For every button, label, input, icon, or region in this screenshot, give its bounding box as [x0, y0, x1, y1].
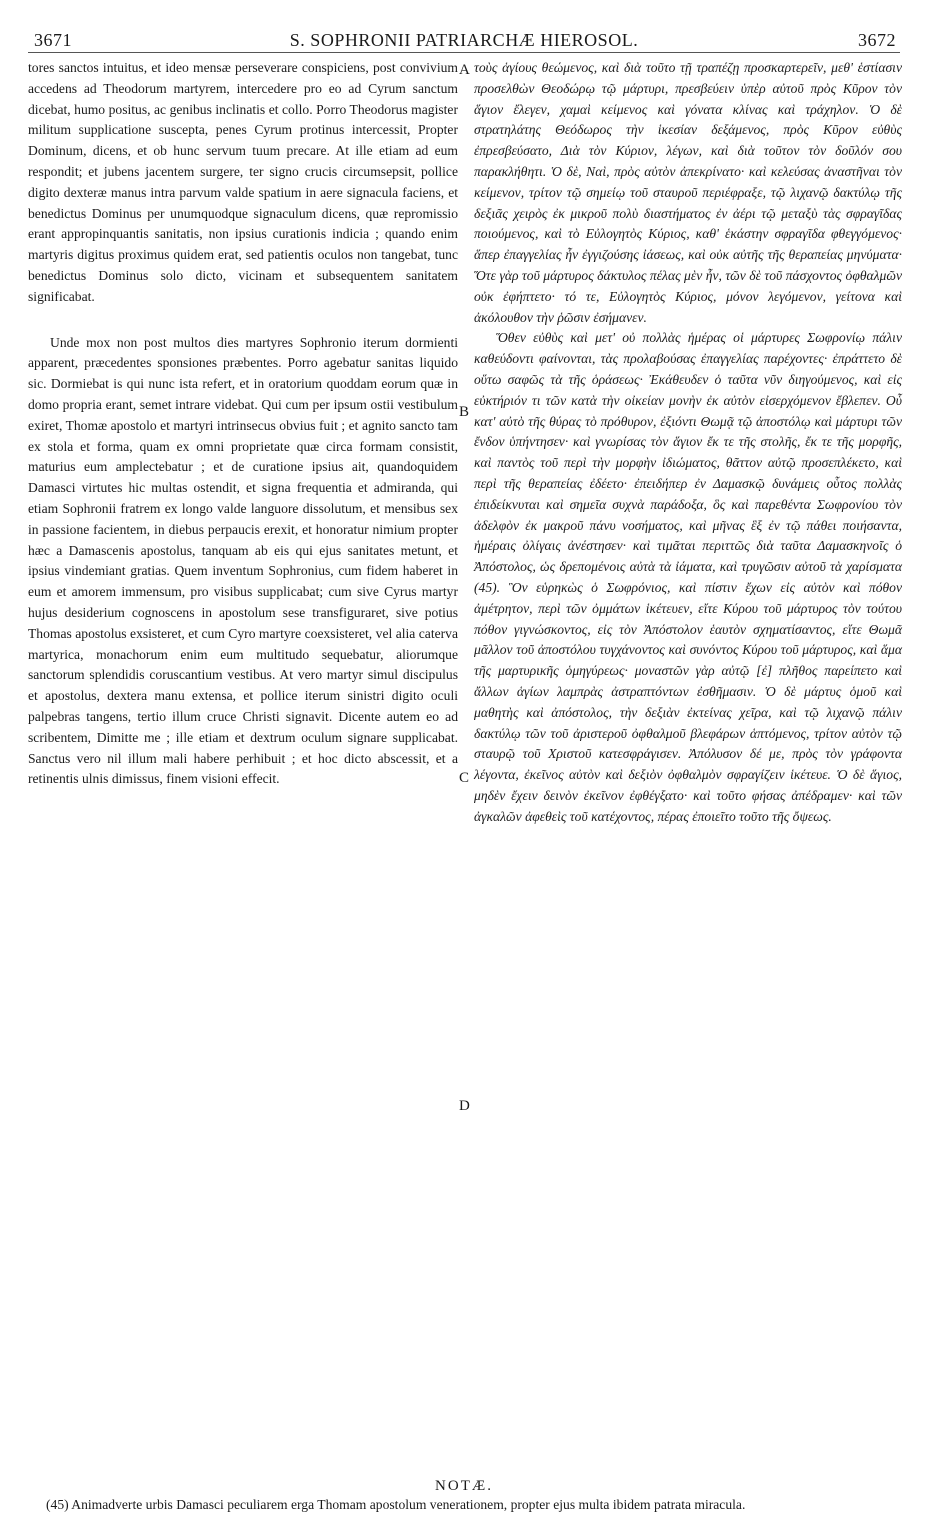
column-number-right: 3672 — [858, 30, 896, 50]
margin-marker-a: A — [459, 62, 470, 78]
margin-marker-b: B — [459, 404, 470, 420]
page-header — [28, 30, 900, 53]
notes-heading: NOTÆ. — [435, 1478, 493, 1494]
running-title: S. SOPHRONII PATRIARCHÆ HIEROSOL. — [289, 30, 639, 50]
column-number-left: 3671 — [34, 30, 72, 50]
greek-paragraph-2: Ὅθεν εὐθὺς καὶ μετ' οὐ πολλὰς ἡμέρας οἱ μάρτυρες Σωφρονίῳ πάλιν καθεύδοντι φαίνονται, τὰς προλαβούσας ἐπαγγελίας παρέχοντες· ἐπράττετο δὲ οὕτω σαφῶς τὰ τῆς ὁράσεως· Ἐκάθευδεν ὁ ταῦτα νῦν διηγούμενος, καὶ εἰς εὐκτήριόν τι τῶν κατὰ τὴν οἰκείαν μονὴν ἐκ αὐτὸν εἰσερχόμενον ἔβλεπεν. Οὗ κατ' αὐτὸ τῆς θύρας τὸ πρόθυρον, ἐξιόντι Θωμᾷ τῷ ἀποστόλῳ καὶ μάρτυρι τῶν ἔνδον ὑπήντησεν· καὶ γνωρίσας τὸν ἅγιον ἔκ τε τῆς στολῆς, ἔκ τε τῆς μορφῆς, καὶ παντὸς τοῦ περὶ τὴν μορφὴν ἰδιώματος, θᾶττον αὐτῷ προσεπλέκετο, καὶ περὶ τῆς θεραπείας ἐδέετο· ἐπειδήπερ ἐν Δαμασκῷ δυνάμεις οὗτος πολλὰς ἐπιδείκνυται καὶ σημεῖα συχνὰ παράδοξα, ὃς καὶ παρεθέντα Σωφρονίου τὸν ἀδελφὸν ἐκ μακροῦ πάνυ νοσήματος, καὶ μῆνας ἓξ ἐν τῷ πάθει ποιήσαντα, ἡμέραις ὀλίγαις ἀνέστησεν· καὶ τιμᾶται περιττῶς διὰ ταῦτα Δαμασκηνοῖς ὁ Ἀπόστολος, ὡς δρεπομένοις αὐτὰ τὰ ἰάματα, καὶ τρυγῶσιν αὐτοῦ τὰ χαρίσματα (45). Ὃν εὑρηκὼς ὁ Σωφρόνιος, καὶ πίστιν ἔχων εἰς αὐτὸν καὶ πόθον ἀμέτρητον, περὶ τῶν ὀμμάτων ἱκέτευεν, εἴτε Κύρου τοῦ μάρτυρος τὸν τούτου πόθον γιγνώσκοντος, εἰς τὸν Ἀπόστολον ἑαυτὸν σχηματίσαντος, εἴτε Θωμᾶ μᾶλλον τοῦ ἀποστόλου τυγχάνοντος καὶ συνόντος Κύρου τοῦ μάρτυρος, καὶ ἅμα τῆς μαρτυρικῆς ὁμηγύρεως· μοναστῶν γὰρ αὐτῷ [ἐ] πλῆθος παρείπετο καὶ ἄλλων ἁγίων λαμπρὰς ἀστραπτόντων ἐσθῆμασιν. Ὁ δὲ μάρτυς ὁμοῦ καὶ μαθητὴς καὶ ἀπόστολος, τὴν δεξιὰν ἐκτείνας χεῖρα, καὶ τῷ λιχανῷ πάλιν δακτύλῳ τῶν τοῦ ἀριστεροῦ ὀφθαλμοῦ βλεφάρων ἁπτόμενος, τρίτον αὐτὸν τῷ σταυρῷ τοῦ Χριστοῦ κατεσφράγισεν. Ἀπόλυσον δέ με, πρὸς τὸν γράφοντα λέγοντα, ἐκεῖνος αὐτὸν καὶ δεξιὸν ὀφθαλμὸν σφραγίζειν ἱκέτευε. Ὁ δὲ ἅγιος, μηδὲν ἔχειν δεινὸν ἐκεῖνον ἐφθέγξατο· καὶ τοῦτο φήσας ἀπέδραμεν· καὶ τῶν ἀγκαλῶν ἀφεθεὶς τοῦ κατέχοντος, πέρας ἐποιεῖτο τοῦτο τῆς ὄψεως. — [474, 330, 902, 824]
margin-marker-c: C — [459, 770, 470, 786]
greek-column — [474, 58, 902, 827]
latin-paragraph-1: tores sanctos intuitus, et ideo mensæ perseverare conspiciens, post convivium accedens ad Theodorum martyrem, intercedere pro eo ad Cyrum sanctum dicebat, humo positus, ac genibus inclinatis et collo. Porro Theodorus magister militum supplicatione suscepta, penes Cyrum protinus intercessit, Propter Dominum, dicens, et ob hunc servum tuum precare. At ille etiam ad eum respondit; et jubens jacentem surgere, ter signo crucis circumsepsit, pollice digito dexteræ manus intra parvum valde spatium in aere signacula faciens, et benedictus Dominus per unumquodque signaculum dicens, quæ repromissio erant appropinquantis sanitatis, non ipsius curationis indicia ; quando enim martyris digitus proximus quidem erat, sed patientis oculos non tangebat, tunc benedictus Dominus solo dicto, vicinam et subsequentem sanitatem significabat. — [28, 60, 458, 304]
footnote-45: (45) Animadverte urbis Damasci peculiarem erga Thomam apostolum venerationem, propter ejus multa ibidem patrata miracula. — [46, 1497, 746, 1512]
margin-marker-d: D — [459, 1098, 470, 1114]
greek-paragraph-1: τοὺς ἁγίους θεώμενος, καὶ διὰ τοῦτο τῇ τραπέζῃ προσκαρτερεῖν, μεθ' ἑστίασιν προσελθὼν Θεοδώρῳ τῷ μάρτυρι, πρεσβεύειν ὑπὲρ αὐτοῦ πρὸς Κῦρον τὸν ἅγιον ἔλεγεν, χαμαὶ κείμενος καὶ γόνατα κλίνας καὶ τράχηλον. Ὁ δὲ στρατηλάτης Θεόδωρος τὴν ἱκεσίαν δεξάμενος, πρὸς Κῦρον εὐθὺς ἐπρεσβεύσατο, Διὰ τὸν Κύριον, λέγων, καὶ διὰ τοῦτον τὸν δοῦλόν σου παρακλήθητι. Ὁ δὲ, Ναὶ, πρὸς αὐτὸν ἀπεκρίνατο· καὶ κελεύσας ἀναστῆναι τὸν κείμενον, τρίτον τῷ σημείῳ τοῦ σταυροῦ περιέφραξε, τῷ λιχανῷ δακτύλῳ τῆς δεξιᾶς χειρὸς ἐκ μικροῦ πολὺ διαστήματος ἐν ἀέρι τῷ μεταξὺ τὰς σφραγῖδας ποιούμενος, καὶ τὸ Εὐλογητὸς Κύριος, καθ' ἑκάστην σφραγῖδα φθεγγόμενος· ἅπερ ἐπαγγελίας ἦν ἐγγιζούσης ἰάσεως, καὶ οὐκ αὐτῆς τῆς θεραπείας μηνύματα· Ὅτε γὰρ τοῦ μάρτυρος δάκτυλος πέλας μὲν ἦν, τῶν δὲ τοῦ πάσχοντος ὀφθαλμῶν οὐκ ἐφήπτετο· τό τε, Εὐλογητὸς Κύριος, μόνον λεγόμενον, γείτονα καὶ ἀκόλουθον τὴν ῥῶσιν ἐσήμανεν. — [474, 60, 902, 325]
latin-paragraph-2: Unde mox non post multos dies martyres Sophronio iterum dormienti apparent, præcedentes sponsiones præbentes. Porro agebatur sanitas liquido sic. Dormiebat is qui nunc ista refert, et in oratorium quoddam eorum quæ in domo propria erant, semet intrare videbat. Qui cum per ipsum ostii vestibulum exiret, Thomæ apostolo et martyri intrinsecus obvius fuit ; et agnito sancto tam ex stola et forma, quam ex omni proprietate quæ circa formam consistit, maturius eum amplectebatur ; et de curatione ipsius ait, quandoquidem Damasci virtutes hic multas ostendit, et signa frequentia et admiranda, qui etiam Sophronii fratrem ex longo valde languore dissolutum, et mensibus sex in passione facientem, in diebus perpaucis erexit, et honoratur nimium propter hæc a Damascenis apostolus, tanquam ab eis qui ejus sanitates metunt, et ipsius vindemiant gratias. Quem inventum Sophronius, cum fidem haberet in eum et amorem immensum, pro visibus supplicabat; cum sive Cyrus martyr hujus desiderium cognoscens in apostolum sese transfiguraret, sive potius Thomas apostolus exsisteret, et cum Cyro martyre coexsisteret, vel alia caterva martyrica, monachorum enim eum multitudo sequebatur, aliorumque sanctorum splendidis coruscantium vestibus. At vero martyr simul discipulus et apostolus, dextera manu extensa, et pollice iterum sinistri digito oculi palpebras tangens, tertio illum cruce Christi signavit. Dicente autem eo ad scribentem, Dimitte me ; ille etiam et dextrum oculum signare supplicabat. Sanctus vero nil illum mali habere perhibuit ; et hoc dicto abscessit, et a retinentis ulnis dimissus, finem visioni effecit. — [28, 334, 458, 787]
latin-column — [28, 58, 458, 790]
